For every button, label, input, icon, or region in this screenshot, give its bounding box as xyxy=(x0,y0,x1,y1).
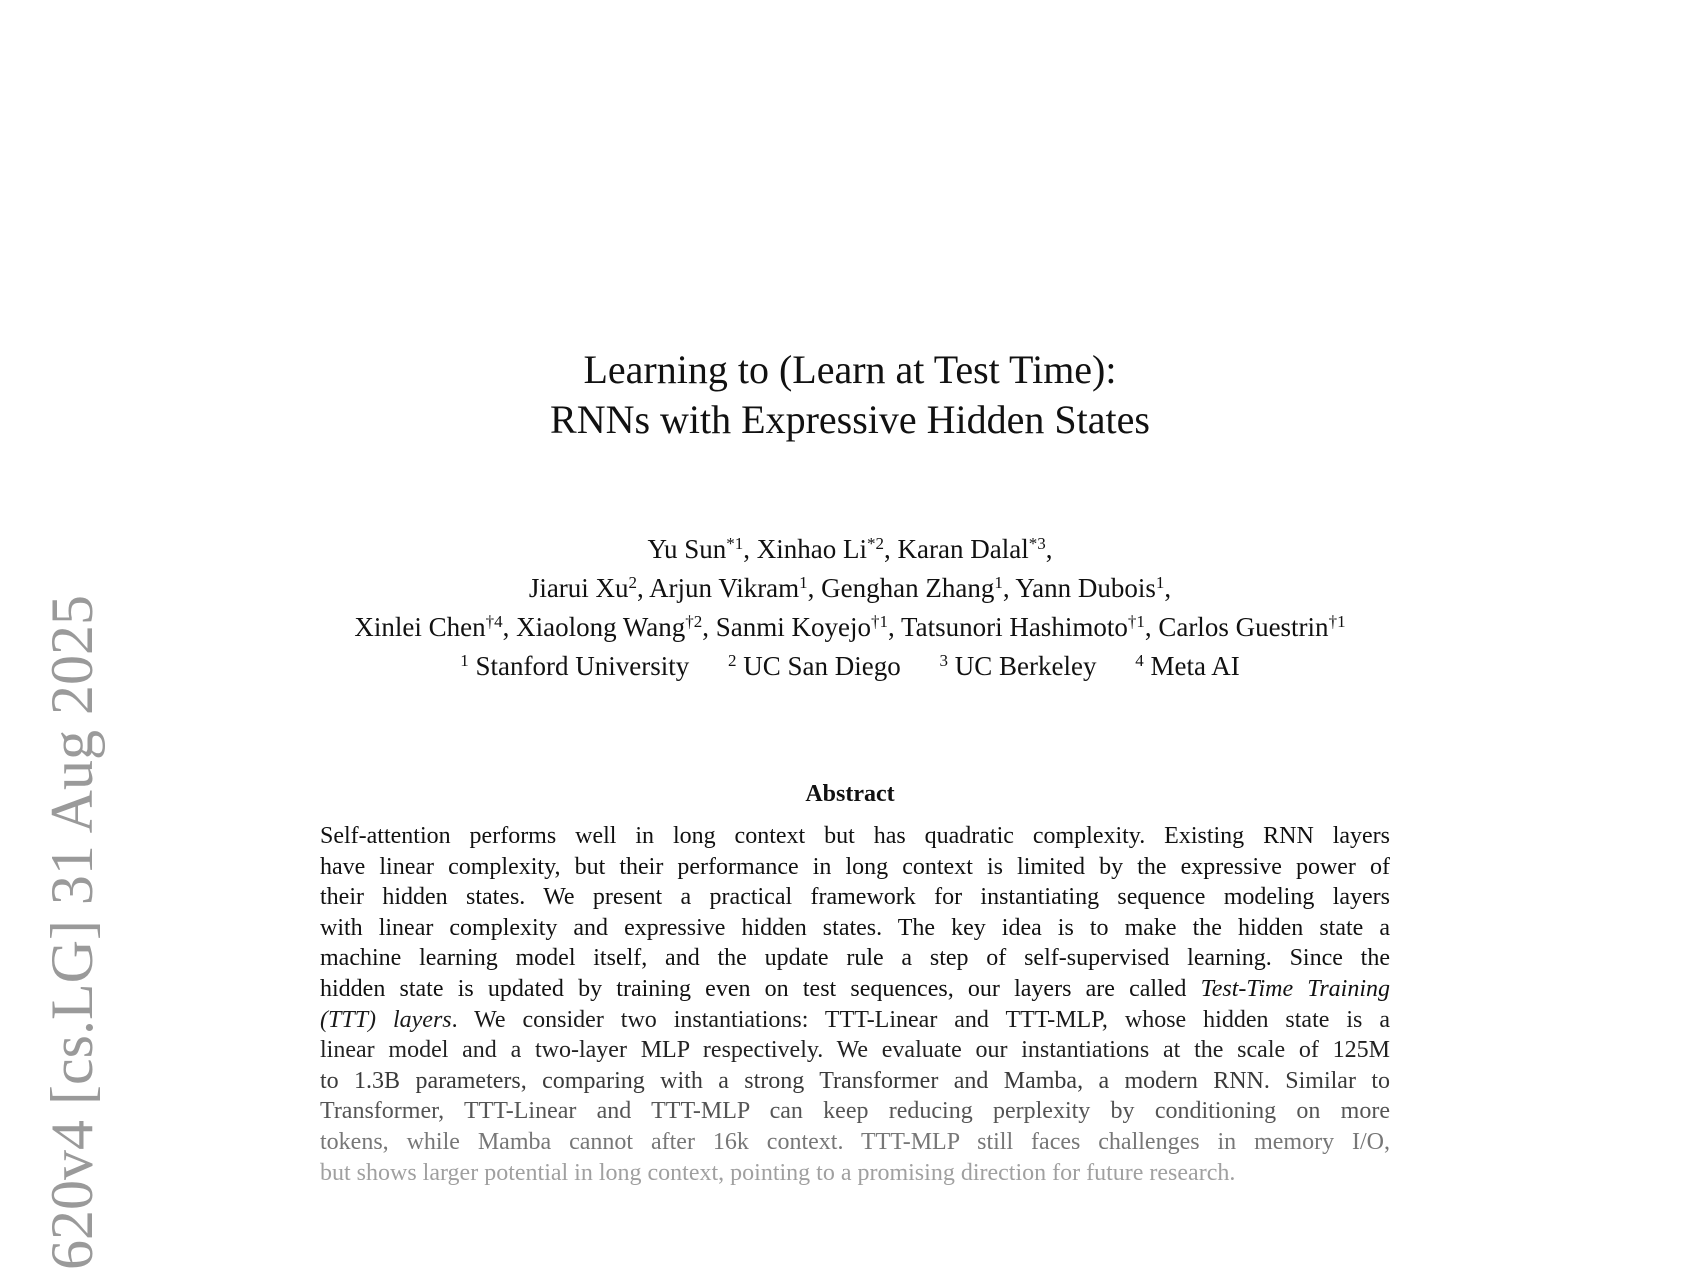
author: Arjun Vikram$^1$ xyxy=(649,573,808,603)
affiliation: $^3$ UC Berkeley xyxy=(939,651,1097,681)
abstract-body xyxy=(320,821,1390,1188)
author: Jiarui Xu$^2$ xyxy=(528,573,638,603)
abstract-line: machine learning model itself, and the update rule a step of self-supervised learning. Since the xyxy=(320,945,1390,972)
title-line-2: RNNs with Expressive Hidden States xyxy=(550,397,1150,442)
author: Sanmi Koyejo$^{\dagger 1}$ xyxy=(715,612,888,642)
affiliations xyxy=(0,647,1700,686)
affiliation: $^1$ Stanford University xyxy=(460,651,690,681)
abstract-line: to 1.3B parameters, comparing with a strong Transformer and Mamba, a modern RNN. Similar to xyxy=(320,1067,1390,1094)
title-line-1: Learning to (Learn at Test Time): xyxy=(583,347,1117,392)
abstract-line: Self-attention performs well in long context but has quadratic complexity. Existing RNN layers xyxy=(320,823,1390,849)
author: Xiaolong Wang$^{\dagger 2}$ xyxy=(516,612,703,642)
abstract-line: their hidden states. We present a practical framework for instantiating sequence modeling layers xyxy=(320,884,1390,911)
abstract-line: tokens, while Mamba cannot after 16k context. TTT-MLP still faces challenges in memory I/O, xyxy=(320,1128,1390,1155)
abstract-line: hidden state is updated by training even on test sequences, our layers are called Test-Time Training xyxy=(320,975,1391,1002)
author-line-2: Jiarui Xu$^2$, Arjun Vikram$^1$, Genghan Zhang$^1$, Yann Dubois$^1$, xyxy=(528,573,1172,603)
abstract-line: have linear complexity, but their performance in long context is limited by the expressive power of xyxy=(320,853,1390,880)
author: Carlos Guestrin$^{\dagger 1}$ xyxy=(1158,612,1346,642)
affiliation: $^4$ Meta AI xyxy=(1135,651,1240,681)
author: Karan Dalal$^{*3}$ xyxy=(897,534,1046,564)
abstract-line: (TTT) layers. We consider two instantiations: TTT-Linear and TTT-MLP, whose hidden state is a xyxy=(320,1006,1390,1033)
abstract-line: linear model and a two-layer MLP respectively. We evaluate our instantiations at the scale of 125M xyxy=(320,1037,1390,1064)
author-list xyxy=(0,530,1700,686)
author: Xinlei Chen$^{\dagger 4}$ xyxy=(354,612,503,642)
italic-term: (TTT) layers xyxy=(320,1006,452,1033)
abstract-line: but shows larger potential in long context, pointing to a promising direction for future research. xyxy=(320,1159,1236,1186)
abstract-line: with linear complexity and expressive hidden states. The key idea is to make the hidden state a xyxy=(320,914,1390,941)
author: Xinhao Li$^{*2}$ xyxy=(756,534,885,564)
author: Genghan Zhang$^1$ xyxy=(821,573,1003,603)
author: Tatsunori Hashimoto$^{\dagger 1}$ xyxy=(900,612,1145,642)
italic-term: Test-Time Training xyxy=(1200,975,1391,1002)
arxiv-watermark: 620v4 [cs.LG] 31 Aug 2025 xyxy=(39,595,105,1270)
author: Yu Sun$^{*1}$ xyxy=(647,534,744,564)
author-line-3: Xinlei Chen$^{\dagger 4}$, Xiaolong Wang$^{\dagger 2}$, Sanmi Koyejo$^{\dagger 1}$, Tatsunori Hashimoto$^{\dagger 1}$, Carlos Guestrin$^{\dagger 1}$ xyxy=(354,612,1346,642)
author: Yann Dubois$^1$ xyxy=(1015,573,1165,603)
abstract-heading: Abstract xyxy=(805,781,895,807)
author-line-1: Yu Sun$^{*1}$, Xinhao Li$^{*2}$, Karan Dalal$^{*3}$, xyxy=(647,534,1053,564)
abstract-line: Transformer, TTT-Linear and TTT-MLP can keep reducing perplexity by conditioning on more xyxy=(320,1098,1390,1125)
affiliation: $^2$ UC San Diego xyxy=(728,651,901,681)
paper-title xyxy=(0,345,1700,445)
